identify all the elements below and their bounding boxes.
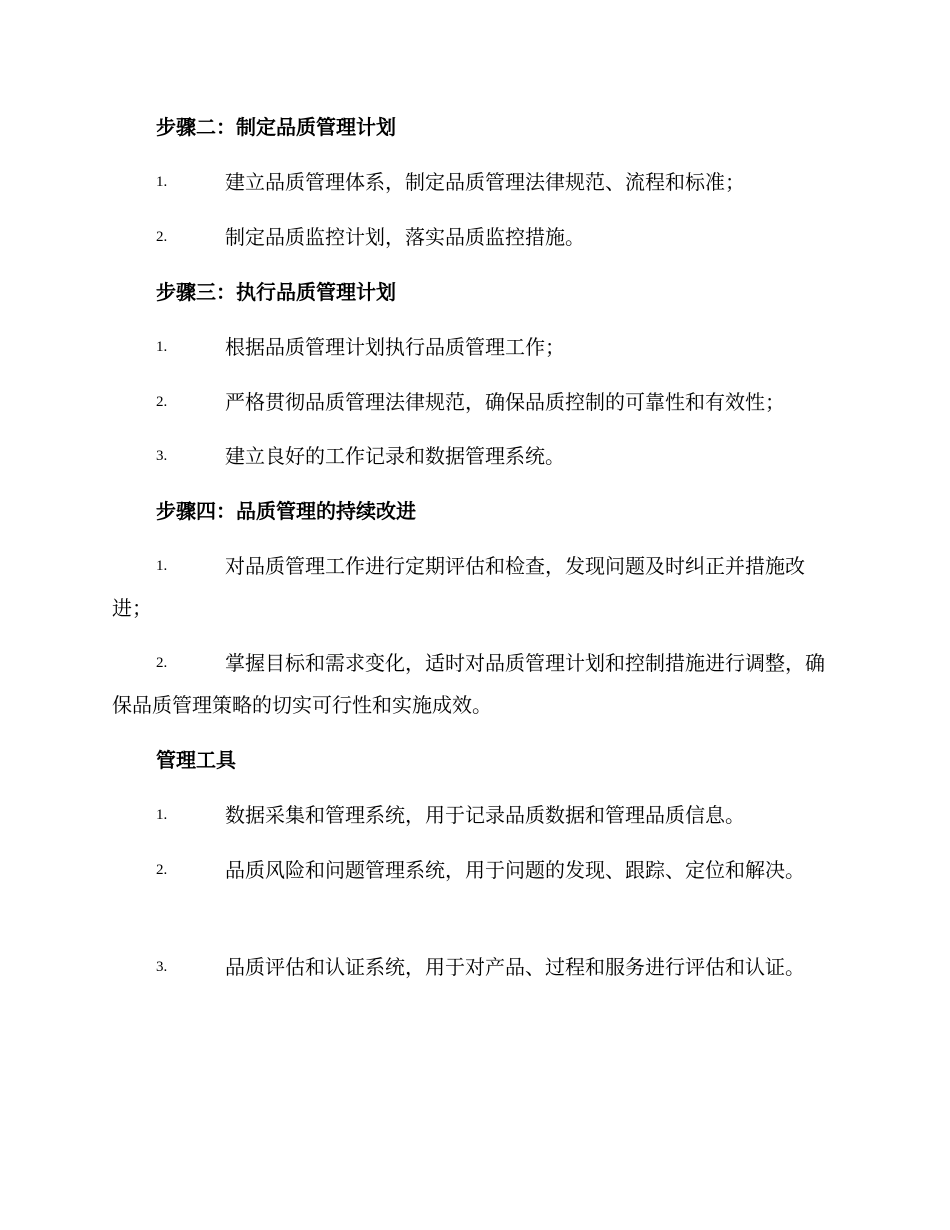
section-heading: 管理工具 <box>156 748 236 772</box>
list-item-number: 2. <box>156 229 168 245</box>
list-item-text: 对品质管理工作进行定期评估和检查，发现问题及时纠正并措施改进； <box>112 554 805 620</box>
list-item-number: 3. <box>156 959 168 975</box>
section-heading: 步骤四：品质管理的持续改进 <box>156 499 416 523</box>
list-item-number: 2. <box>156 394 168 410</box>
list-item-text: 数据采集和管理系统，用于记录品质数据和管理品质信息。 <box>225 803 745 827</box>
list-item-number: 1. <box>156 558 168 574</box>
list-item-number: 2. <box>156 862 168 878</box>
list-item-text: 掌握目标和需求变化，适时对品质管理计划和控制措施进行调整，确保品质管理策略的切实可行性和实施成效。 <box>112 651 825 717</box>
section-heading: 步骤二：制定品质管理计划 <box>156 115 396 139</box>
list-item-text: 品质风险和问题管理系统，用于问题的发现、跟踪、定位和解决。 <box>225 858 805 882</box>
list-item-text: 根据品质管理计划执行品质管理工作； <box>225 335 565 359</box>
section-heading: 步骤三：执行品质管理计划 <box>156 280 396 304</box>
list-item-text: 制定品质监控计划，落实品质监控措施。 <box>225 225 585 249</box>
list-item-number: 1. <box>156 174 168 190</box>
list-item-text: 建立良好的工作记录和数据管理系统。 <box>225 444 565 468</box>
list-item-text: 严格贯彻品质管理法律规范，确保品质控制的可靠性和有效性； <box>225 390 785 414</box>
list-item-text: 建立品质管理体系，制定品质管理法律规范、流程和标准； <box>225 170 745 194</box>
list-item-number: 3. <box>156 448 168 464</box>
list-item-number: 1. <box>156 807 168 823</box>
list-item-number: 1. <box>156 339 168 355</box>
list-item-number: 2. <box>156 655 168 671</box>
list-item-text: 品质评估和认证系统，用于对产品、过程和服务进行评估和认证。 <box>225 955 805 979</box>
